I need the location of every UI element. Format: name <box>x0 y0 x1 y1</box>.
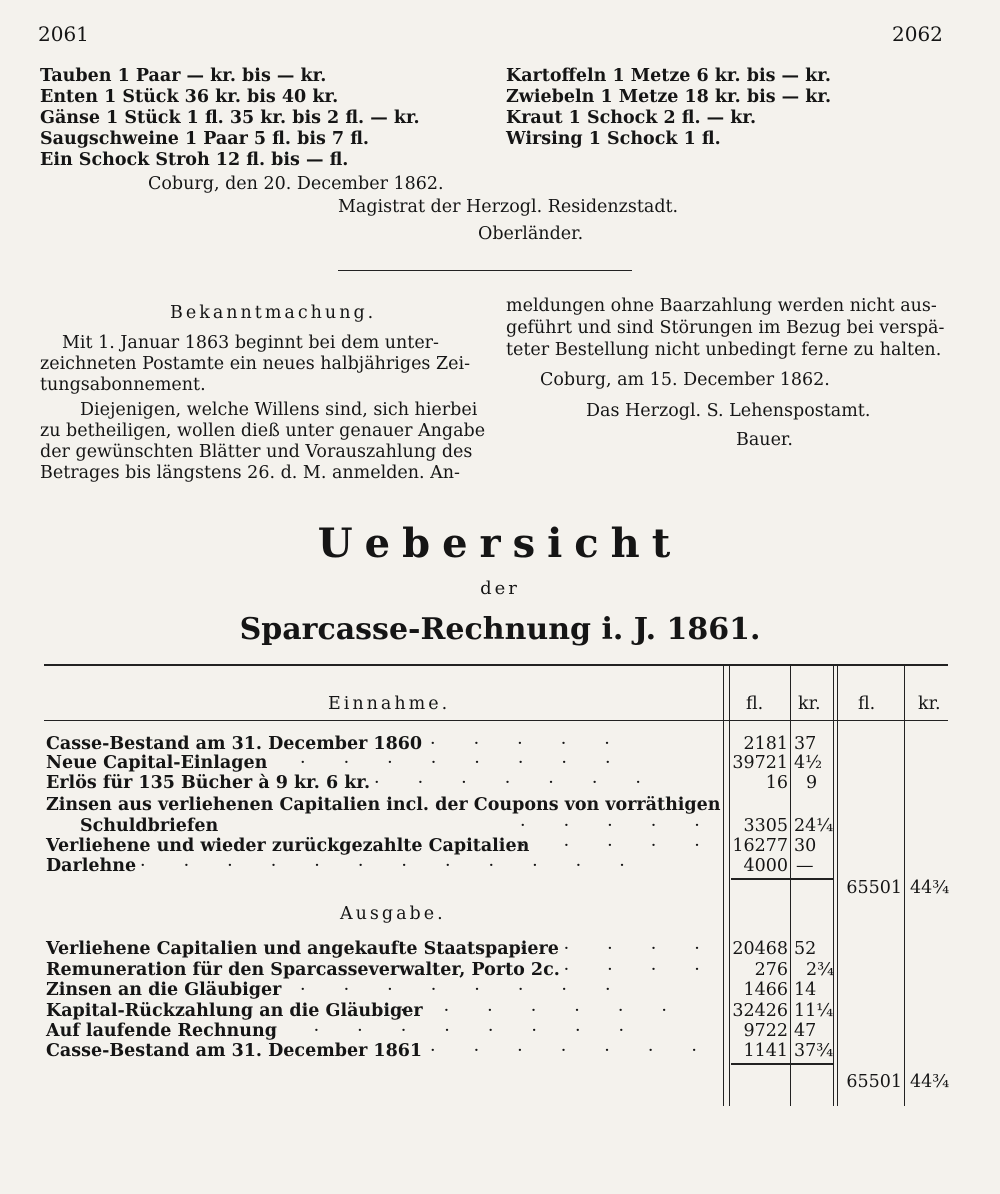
table-row-label: Casse-Bestand am 31. December 1861 <box>46 1041 423 1061</box>
income-total-kr: 44¾ <box>910 878 950 898</box>
page-number-left: 2061 <box>38 22 89 46</box>
table-row-label: Darlehne <box>46 856 137 876</box>
income-fl: 4000 <box>743 856 788 876</box>
notice2-line: geführt und sind Störungen im Bezug bei verspä- <box>506 318 945 338</box>
price-line: Kartoffeln 1 Metze 6 kr. bis — kr. <box>506 66 831 86</box>
table-row-label: Auf laufende Rechnung <box>46 1021 277 1041</box>
notice2-heading: Bekanntmachung. <box>170 303 377 323</box>
price-line: Kraut 1 Schock 2 fl. — kr. <box>506 108 757 128</box>
overview-subtitle: Sparcasse-Rechnung i. J. 1861. <box>239 612 761 647</box>
price-line: Ein Schock Stroh 12 fl. bis — fl. <box>40 150 349 170</box>
expense-kr: 47 <box>794 1021 817 1041</box>
col-header-kr-total: kr. <box>918 694 941 714</box>
income-fl: 3305 <box>743 816 788 836</box>
dot-leader: ····· <box>520 816 738 836</box>
table-row-label: Remuneration für den Sparcasseverwalter, Porto 2c. <box>46 960 560 980</box>
income-kr: 30 <box>794 836 817 856</box>
expense-kr: 14 <box>794 980 817 1000</box>
price-line: Zwiebeln 1 Metze 18 kr. bis — kr. <box>506 87 832 107</box>
notice2-line: Diejenigen, welche Willens sind, sich hierbei <box>80 400 478 420</box>
income-kr: — <box>796 856 814 876</box>
page-number-right: 2062 <box>892 22 943 46</box>
dot-leader: ····· <box>520 836 738 856</box>
notice2-line: meldungen ohne Baarzahlung werden nicht aus- <box>506 296 937 316</box>
overview-der: der <box>480 578 520 599</box>
expense-fl: 276 <box>754 960 788 980</box>
notice2-authority: Das Herzogl. S. Lehenspostamt. <box>586 401 871 421</box>
income-fl: 16 <box>765 773 788 793</box>
price-line: Gänse 1 Stück 1 fl. 35 kr. bis 2 fl. — kr. <box>40 108 420 128</box>
price-line: Enten 1 Stück 36 kr. bis 40 kr. <box>40 87 339 107</box>
table-row-label: Kapital-Rückzahlung an die Gläubiger <box>46 1001 423 1021</box>
column-divider <box>833 666 834 1106</box>
table-row-label: Zinsen aus verliehenen Capitalien incl. der Coupons von vorräthigen <box>46 795 721 815</box>
price-line: Saugschweine 1 Paar 5 fl. bis 7 fl. <box>40 129 370 149</box>
dot-leader: ······· <box>400 1001 705 1021</box>
col-header-kr: kr. <box>798 694 821 714</box>
expense-kr: 52 <box>794 939 817 959</box>
column-divider <box>790 666 791 1106</box>
expense-total-kr: 44¾ <box>910 1072 950 1092</box>
dot-leader: ······· <box>430 1041 735 1061</box>
expense-heading: Ausgabe. <box>340 904 446 924</box>
column-divider <box>904 666 905 1106</box>
dot-leader: ······· <box>374 773 679 793</box>
separator-rule <box>338 270 632 271</box>
price-line: Wirsing 1 Schock 1 fl. <box>506 129 721 149</box>
table-row-label: Verliehene und wieder zurückgezahlte Capitalien <box>46 836 530 856</box>
notice2-line: zu betheiligen, wollen dieß unter genauer Angabe <box>40 421 486 441</box>
notice2-signature: Bauer. <box>736 430 793 450</box>
table-row-label: Verliehene Capitalien und angekaufte Staatspapiere <box>46 939 559 959</box>
col-header-fl-total: fl. <box>858 694 876 714</box>
overview-title: Uebersicht <box>317 520 683 567</box>
income-total-fl: 65501 <box>846 878 902 898</box>
notice1-authority: Magistrat der Herzogl. Residenzstadt. <box>338 197 679 217</box>
dot-leader: ········ <box>300 753 649 773</box>
notice2-line: Betrages bis längstens 26. d. M. anmelden. An- <box>40 463 460 483</box>
column-divider <box>723 666 724 1106</box>
notice2-line: teter Bestellung nicht unbedingt ferne zu halten. <box>506 340 942 360</box>
table-row-label: Erlös für 135 Bücher à 9 kr. 6 kr. <box>46 773 371 793</box>
price-line: Tauben 1 Paar — kr. bis — kr. <box>40 66 327 86</box>
dot-leader: ····· <box>430 734 648 754</box>
table-row-label: Schuldbriefen <box>80 816 219 836</box>
table-row-label: Zinsen an die Gläubiger <box>46 980 282 1000</box>
expense-kr: 37¾ <box>794 1041 834 1061</box>
income-kr: 9 <box>806 773 818 793</box>
expense-fl: 9722 <box>743 1021 788 1041</box>
expense-fl: 1141 <box>743 1041 788 1061</box>
table-top-rule <box>44 664 948 666</box>
income-fl: 2181 <box>743 734 788 754</box>
income-kr: 4½ <box>794 753 823 773</box>
notice2-date: Coburg, am 15. December 1862. <box>540 370 830 390</box>
income-kr: 24¼ <box>794 816 834 836</box>
income-fl: 39721 <box>732 753 788 773</box>
table-row-label: Casse-Bestand am 31. December 1860 <box>46 734 423 754</box>
dot-leader: ····· <box>520 939 738 959</box>
income-kr: 37 <box>794 734 817 754</box>
expense-kr: 11¼ <box>794 1001 834 1021</box>
expense-fl: 20468 <box>732 939 788 959</box>
col-header-fl: fl. <box>746 694 764 714</box>
dot-leader: ········· <box>270 1021 663 1041</box>
notice2-line: der gewünschten Blätter und Vorauszahlung des <box>40 442 473 462</box>
dot-leader: ············ <box>140 856 663 876</box>
expense-fl: 32426 <box>732 1001 788 1021</box>
notice1-signature: Oberländer. <box>478 224 584 244</box>
table-row-label: Neue Capital-Einlagen <box>46 753 268 773</box>
income-fl: 16277 <box>732 836 788 856</box>
expense-total-fl: 65501 <box>846 1072 902 1092</box>
expense-kr: 2¾ <box>806 960 835 980</box>
dot-leader: ····· <box>520 960 738 980</box>
subtotal-rule <box>731 1063 833 1065</box>
dot-leader: ········ <box>300 980 649 1000</box>
header-rule <box>44 720 948 721</box>
notice1-date: Coburg, den 20. December 1862. <box>148 174 444 194</box>
subtotal-rule <box>731 878 833 880</box>
notice2-line: tungsabonnement. <box>40 375 206 395</box>
expense-fl: 1466 <box>743 980 788 1000</box>
notice2-line: zeichneten Postamte ein neues halbjähriges Zei- <box>40 354 470 374</box>
income-heading: Einnahme. <box>328 694 451 714</box>
notice2-line: Mit 1. Januar 1863 beginnt bei dem unter- <box>62 333 439 353</box>
